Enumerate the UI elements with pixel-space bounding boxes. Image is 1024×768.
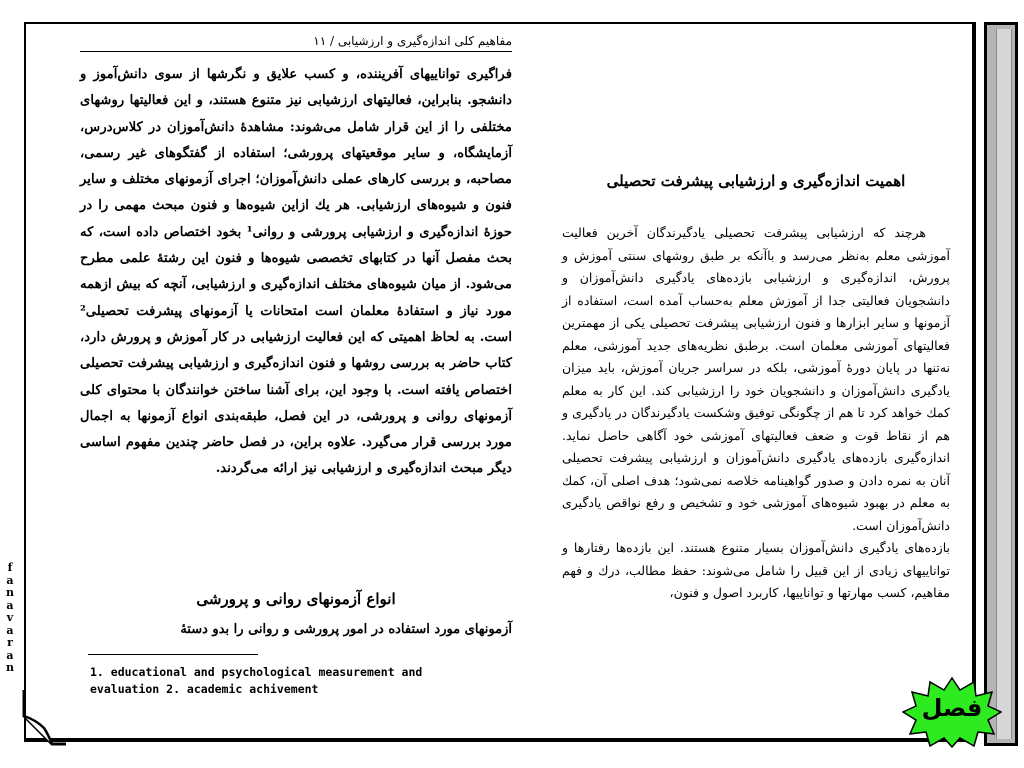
watermark-letter: v — [6, 611, 14, 624]
watermark-letter: n — [6, 586, 14, 599]
right-paragraph: هرچند که ارزشیابی پیشرفت تحصیلی یادگیرندگان آخرین فعالیت آموزشی معلم به‌نظر می‌رسد و باآنکه بر طبق روشهای سنتی آموزش و پرورش، اندازه‌گیری و ارزشیابی بازده‌های یادگیری دانش‌آموزان و دانشجویان فعالیتی جدا از آموزش معلم به‌حساب آمده است، استفاده از آزمونها و سایر ابزارها و فنون ارزشیابی پیشرفت تحصیلی یکی از مهمترین فعالیتهای آموزشی معلمان است. برطبق نظریه‌های جدید آموزشی، معلم نه‌تنها در پایان دورهٔ آموزشی، بلکه در سراسر جریان آموزش، باید میزان یادگیری دانش‌آموزان و دانشجویان خود را ارزشیابی کند. این کار به معلم کمك خواهد کرد تا هم از چگونگی توفیق وشکست یادگیرندگان در یادگیری و هم از نقاط قوت و ضعف فعالیتهای آموزشی خود آگاهی حاصل نماید. اندازه‌گیری بازده‌های یادگیری دانش‌آموزان و ارزشیابی پیشرفت تحصیلی آنان به نمره دادن و صدور گواهینامه خلاصه نمی‌شود؛ هدف اصلی آن، کمك به معلم در بهبود شیوه‌های آموزشی خود و تشخیص و رفع نواقص یادگیری دانش‌آموزان است. — [562, 225, 950, 533]
watermark-letter: a — [6, 573, 14, 587]
left-column — [80, 62, 512, 483]
left-section-title: انواع آزمونهای روانی و پرورشی — [196, 590, 396, 608]
right-section-title-wrap — [562, 172, 950, 190]
watermark-letter: a — [6, 623, 14, 637]
right-paragraph: بازده‌های یادگیری دانش‌آموزان بسیار متنوع هستند. این بازده‌ها رفتارها و تواناییهای زیادی از این قبیل را شامل می‌شوند: حفظ مطالب، درك و فهم مفاهیم، کسب مهارتها و تواناییها، کاربرد اصول و فنون، — [562, 540, 950, 600]
left-section-title-wrap — [80, 590, 512, 608]
watermark-letter: n — [6, 661, 14, 674]
watermark-letter: r — [7, 636, 13, 649]
chapter-badge-label[interactable]: فصل — [921, 694, 983, 722]
left-section-intro: آزمونهای مورد استفاده در امور پرورشی و روانی را بدو دستهٔ — [180, 622, 512, 637]
right-column — [562, 222, 950, 605]
page-curl-icon[interactable] — [22, 690, 68, 746]
running-head: مفاهیم کلی اندازه‌گیری و ارزشیابی / ۱۱ — [80, 34, 512, 52]
footnote-rule — [88, 654, 258, 655]
footnote-line: evaluation 2. academic achivement — [90, 682, 319, 696]
watermark-letter: a — [6, 648, 14, 662]
vertical-watermark — [2, 562, 18, 675]
left-paragraph: فراگیری تواناییهای آفریننده، و کسب علایق و نگرشها از سوی دانش‌آموز و دانشجو. بنابراین، فعالیتهای ارزشیابی نیز متنوع هستند، و این فعالیتها روشهای مختلفی را از این قرار شامل می‌شوند: مشاهدهٔ دانش‌آموزان در کلاس‌درس، آزمایشگاه، و سایر موقعیتهای پرورشی؛ استفاده از گفتگوهای غیر رسمی، مصاحبه، و بررسی کارهای عملی دانش‌آموزان؛ اجرای آزمونهای مختلف و سایر فنون و شیوه‌های ارزشیابی. هر یك ازاین شیوه‌ها و فنون مبحث مهمی را در حوزهٔ اندازه‌گیری و ارزشیابی پرورشی و روانی¹ بخود اختصاص داده است، که بحث مفصل آنها در کتابهای تخصصی شیوه‌ها و فنون این رشتهٔ علمی مطرح می‌شود. از میان شیوه‌های مختلف اندازه‌گیری و ارزشیابی، آنچه که بیش ازهمه مورد نیاز و استفادهٔ معلمان است امتحانات یا آزمونهای پیشرفت تحصیلی² است. به لحاظ اهمیتی که این فعالیت ارزشیابی در کار آموزش و پرورش دارد، کتاب حاضر به بررسی روشها و فنون اندازه‌گیری و ارزشیابی پیشرفت تحصیلی اختصاص یافته است. با وجود این، برای آشنا ساختن خوانندگان با محتوای کلی آزمونهای روانی و پرورشی، در این فصل، طبقه‌بندی انواع آزمونها به اجمال مورد بررسی قرار می‌گیرد. علاوه براین، در فصل حاضر چندین مفهوم اساسی دیگر مبحث اندازه‌گیری و ارزشیابی نیز ارائه می‌گردند. — [80, 67, 513, 477]
side-scrollbar[interactable] — [984, 22, 1018, 746]
footnotes — [90, 664, 510, 698]
footnote-line: 1. educational and psychological measurement and — [90, 665, 423, 679]
watermark-letter: f — [7, 561, 13, 574]
scrollbar-track[interactable] — [996, 29, 1012, 739]
watermark-letter: a — [6, 598, 14, 612]
right-section-title: اهمیت اندازه‌گیری و ارزشیابی پیشرفت تحصیلی — [606, 172, 906, 190]
